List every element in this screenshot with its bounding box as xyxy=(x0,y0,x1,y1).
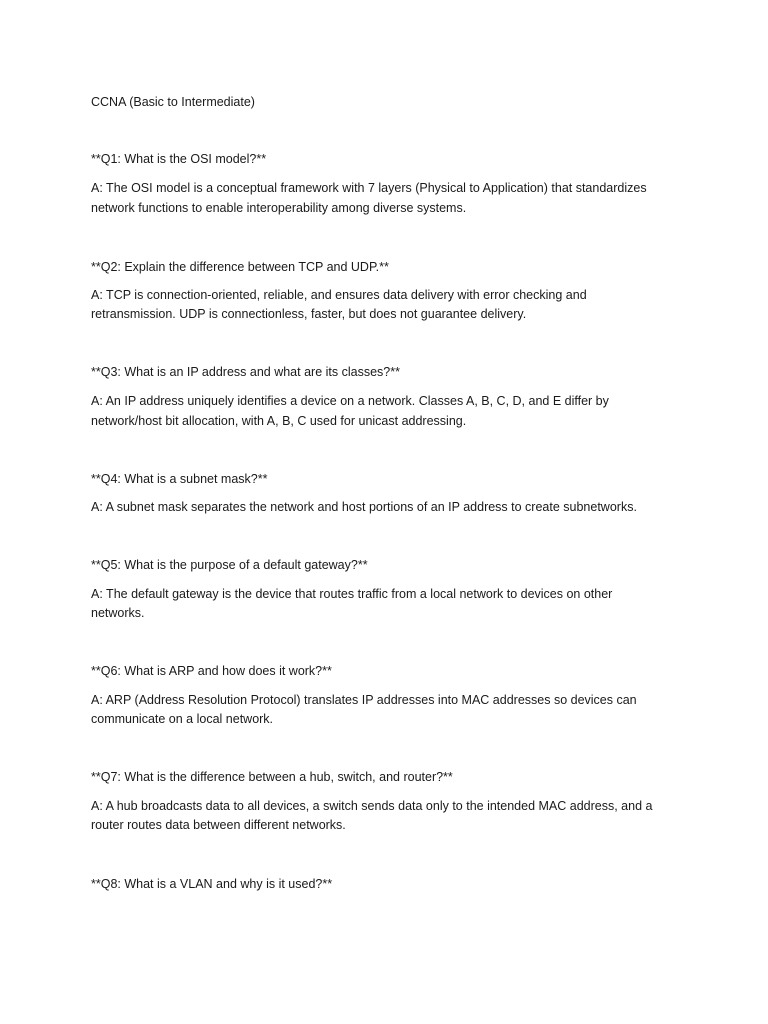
answer-5-line-2: networks. xyxy=(91,606,145,620)
answer-3-line-1: A: An IP address uniquely identifies a device on a network. Classes A, B, C, D, and E differ by xyxy=(91,394,609,408)
question-2: **Q2: Explain the difference between TCP and UDP.** xyxy=(91,260,389,274)
question-3: **Q3: What is an IP address and what are its classes?** xyxy=(91,365,400,379)
question-7: **Q7: What is the difference between a hub, switch, and router?** xyxy=(91,770,453,784)
question-5: **Q5: What is the purpose of a default gateway?** xyxy=(91,558,368,572)
answer-2-line-2: retransmission. UDP is connectionless, faster, but does not guarantee delivery. xyxy=(91,307,527,321)
answer-4-line-1: A: A subnet mask separates the network and host portions of an IP address to create subnetworks. xyxy=(91,500,637,514)
answer-7-line-2: router routes data between different networks. xyxy=(91,818,346,832)
answer-1-line-1: A: The OSI model is a conceptual framework with 7 layers (Physical to Application) that standardizes xyxy=(91,181,647,195)
answer-2-line-1: A: TCP is connection-oriented, reliable, and ensures data delivery with error checking and xyxy=(91,288,587,302)
question-1: **Q1: What is the OSI model?** xyxy=(91,152,267,166)
question-6: **Q6: What is ARP and how does it work?** xyxy=(91,664,332,678)
question-4: **Q4: What is a subnet mask?** xyxy=(91,472,268,486)
answer-6-line-2: communicate on a local network. xyxy=(91,712,274,726)
answer-5-line-1: A: The default gateway is the device that routes traffic from a local network to devices on other xyxy=(91,587,613,601)
answer-1-line-2: network functions to enable interoperability among diverse systems. xyxy=(91,201,467,215)
answer-7-line-1: A: A hub broadcasts data to all devices, a switch sends data only to the intended MAC address, and a xyxy=(91,799,653,813)
question-8: **Q8: What is a VLAN and why is it used?** xyxy=(91,877,333,891)
answer-3-line-2: network/host bit allocation, with A, B, C used for unicast addressing. xyxy=(91,414,467,428)
document-title: CCNA (Basic to Intermediate) xyxy=(91,95,255,109)
answer-6-line-1: A: ARP (Address Resolution Protocol) translates IP addresses into MAC addresses so devices can xyxy=(91,693,637,707)
